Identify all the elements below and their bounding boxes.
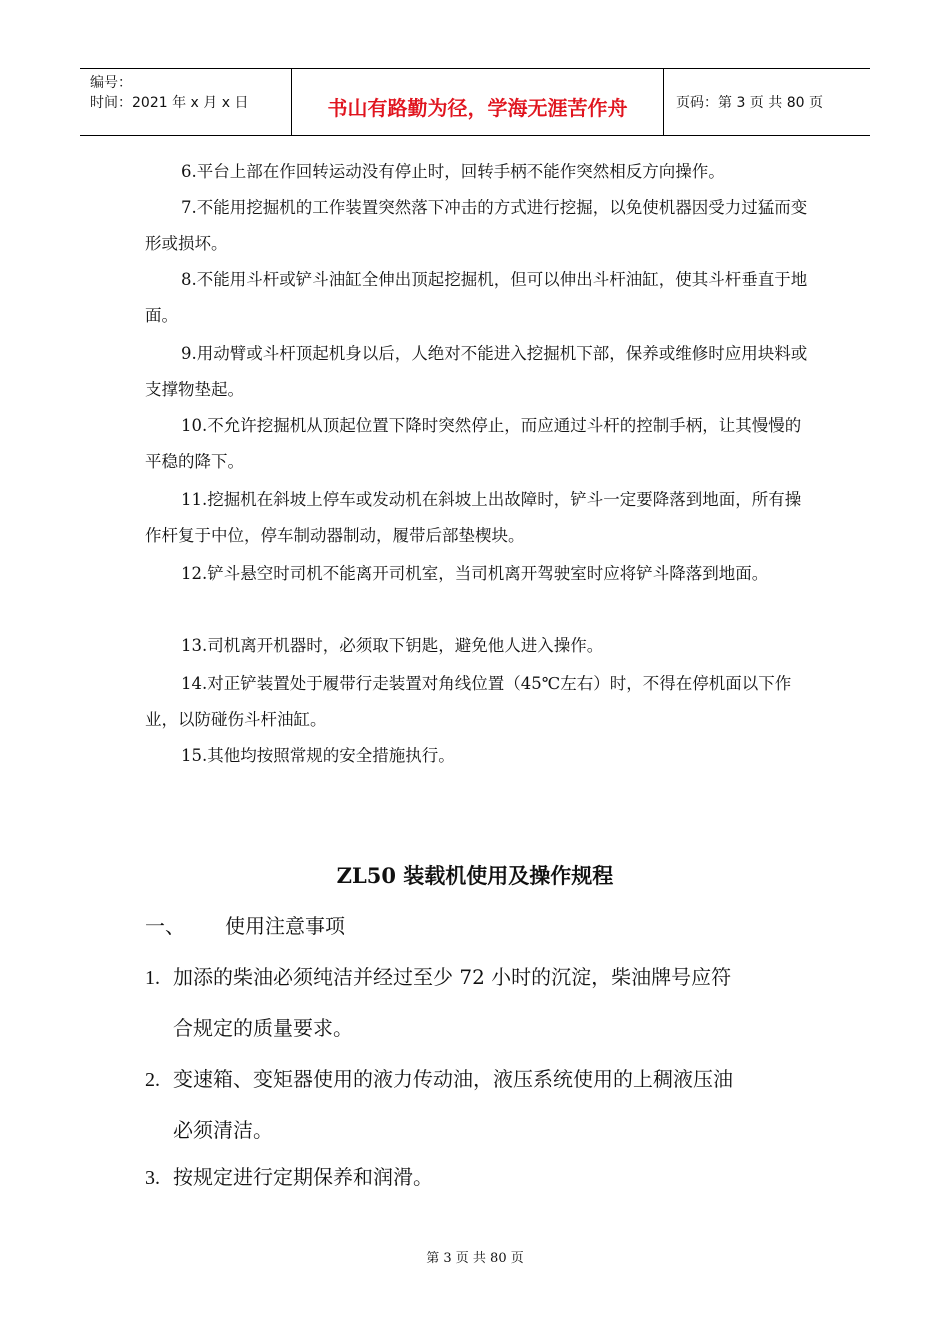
item-number: 3. bbox=[145, 1167, 160, 1189]
page-footer: 第 3 页 共 80 页 bbox=[426, 1251, 524, 1266]
numbered-item bbox=[145, 952, 815, 1053]
time-label: 时间：2021 年 x 月 x 日 bbox=[90, 95, 249, 111]
rule-item: 14.对正铲装置处于履带行走装置对角线位置（45℃左右）时，不得在停机面以下作业，以防碰伤斗杆油缸。 bbox=[145, 674, 792, 729]
header-meta bbox=[80, 69, 292, 136]
item-line: 按规定进行定期保养和润滑。 bbox=[173, 1165, 433, 1189]
item-line: 变速箱、变矩器使用的液力传动油，液压系统使用的上稠液压油 bbox=[173, 1067, 733, 1091]
numbered-item bbox=[145, 1054, 815, 1155]
section-heading bbox=[145, 910, 345, 939]
section-heading-text: 使用注意事项 bbox=[225, 914, 345, 938]
rule-item: 15.其他均按照常规的安全措施执行。 bbox=[181, 746, 455, 765]
rule-item: 11.挖掘机在斜坡上停车或发动机在斜坡上出故障时，铲斗一定要降落到地面，所有操作杆复于中位，停车制动器制动，履带后部垫楔块。 bbox=[145, 490, 802, 545]
header-page-info: 页码：第 3 页 共 80 页 bbox=[664, 69, 871, 136]
rule-item: 8.不能用斗杆或铲斗油缸全伸出顶起挖掘机，但可以伸出斗杆油缸，使其斗杆垂直于地面。 bbox=[145, 270, 808, 325]
numbered-item bbox=[145, 1152, 815, 1203]
item-line-continued: 合规定的质量要求。 bbox=[173, 1016, 353, 1040]
item-number: 2. bbox=[145, 1069, 160, 1091]
section-heading-number: 一、 bbox=[145, 914, 185, 938]
rule-item: 10.不允许挖掘机从顶起位置下降时突然停止，而应通过斗杆的控制手柄，让其慢慢的平稳的降下。 bbox=[145, 416, 802, 471]
document-header bbox=[80, 68, 870, 136]
code-label: 编号： bbox=[90, 75, 132, 91]
rule-item: 13.司机离开机器时，必须取下钥匙，避免他人进入操作。 bbox=[181, 636, 604, 655]
item-line: 加添的柴油必须纯洁并经过至少 72 小时的沉淀，柴油牌号应符 bbox=[173, 965, 732, 989]
section-title: ZL50 装载机使用及操作规程 bbox=[336, 863, 614, 888]
rule-item: 9.用动臂或斗杆顶起机身以后，人绝对不能进入挖掘机下部，保养或维修时应用块料或支撑物垫起。 bbox=[145, 344, 808, 399]
item-line-continued: 必须清洁。 bbox=[173, 1118, 273, 1142]
item-number: 1. bbox=[145, 967, 160, 989]
rule-item: 6.平台上部在作回转运动没有停止时，回转手柄不能作突然相反方向操作。 bbox=[181, 162, 725, 181]
rule-item: 7.不能用挖掘机的工作装置突然落下冲击的方式进行挖掘，以免使机器因受力过猛而变形或损坏。 bbox=[145, 198, 808, 253]
rule-item: 12.铲斗悬空时司机不能离开司机室，当司机离开驾驶室时应将铲斗降落到地面。 bbox=[181, 564, 769, 583]
header-motto: 书山有路勤为径，学海无涯苦作舟 bbox=[292, 69, 664, 136]
